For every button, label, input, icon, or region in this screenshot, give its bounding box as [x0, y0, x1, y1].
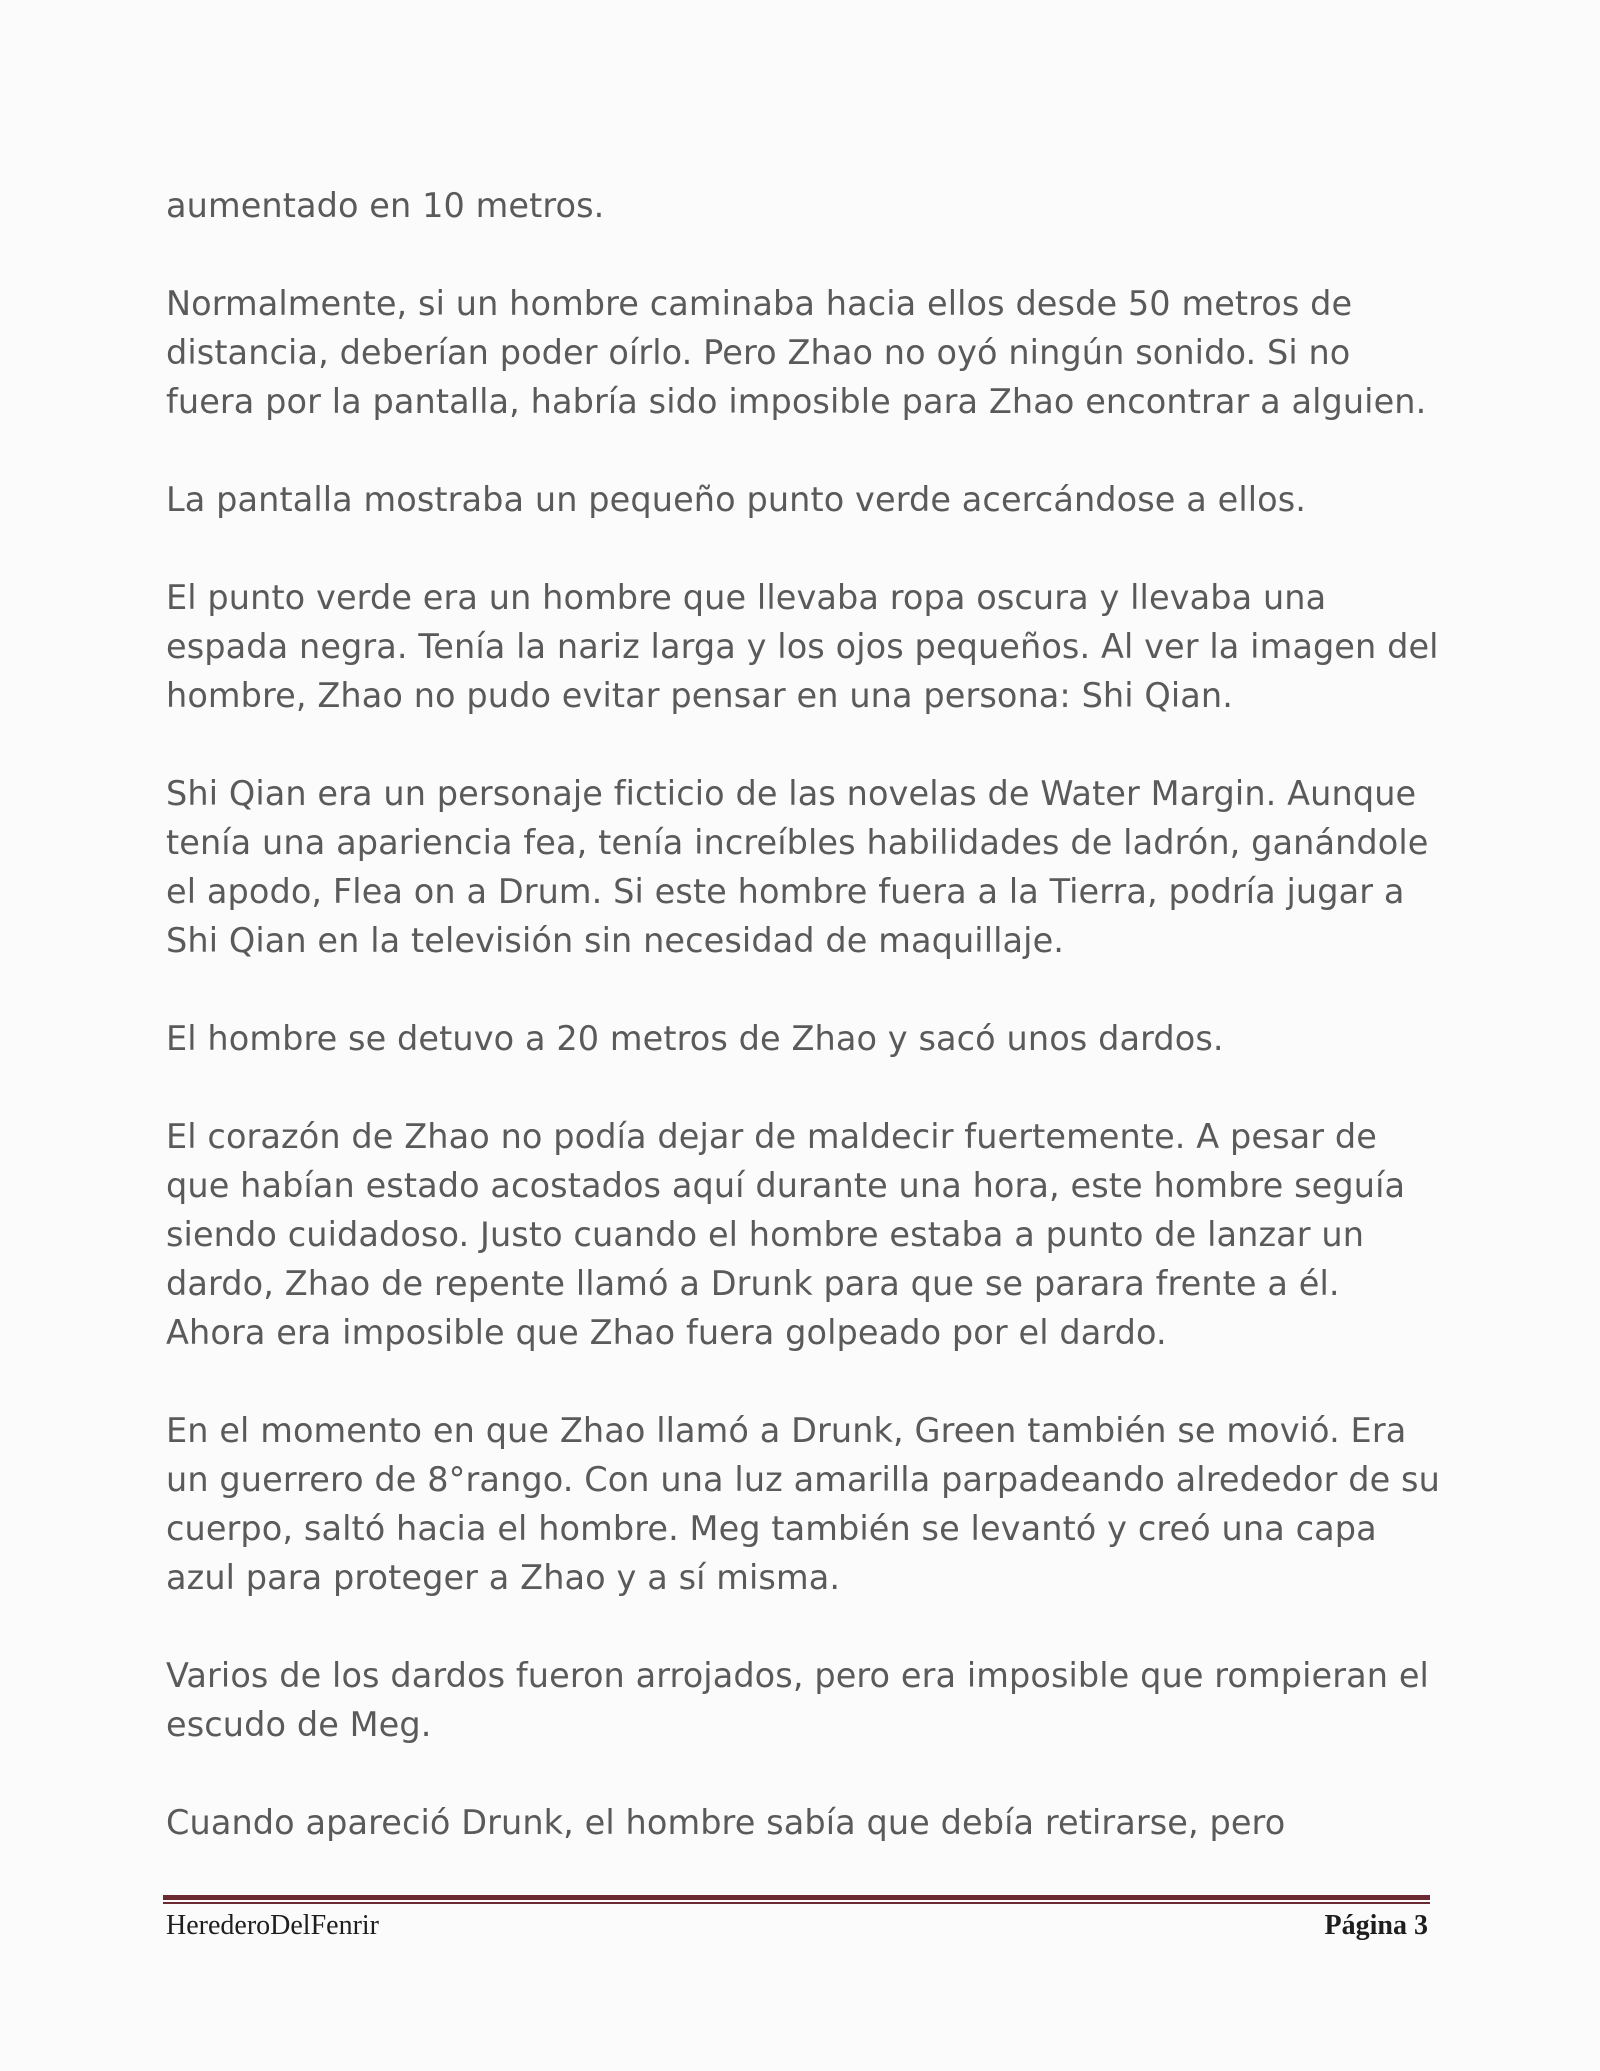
paragraph: La pantalla mostraba un pequeño punto verde acercándose a ellos.: [166, 480, 1307, 519]
page-footer: [166, 1910, 1428, 1942]
footer-author: HerederoDelFenrir: [166, 1910, 380, 1941]
paragraph: El punto verde era un hombre que llevaba ropa oscura y llevaba una espada negra. Tenía la nariz larga y los ojos pequeños. Al ver la imagen del hombre, Zhao no pudo evitar pensar en una persona: Shi Qian.: [166, 578, 1439, 715]
footer-divider: [163, 1895, 1430, 1904]
body-text: [166, 181, 1446, 1847]
paragraph: El corazón de Zhao no podía dejar de maldecir fuertemente. A pesar de que habían estado acostados aquí durante una hora, este hombre seguía siendo cuidadoso. Justo cuando el hombre estaba a punto de lanzar un dardo, Zhao de repente llamó a Drunk para que se parara frente a él. Ahora era imposible que Zhao fuera golpeado por el dardo.: [166, 1117, 1406, 1352]
footer-page-number: Página 3: [1324, 1910, 1428, 1941]
paragraph: aumentado en 10 metros.: [166, 186, 605, 225]
footer-divider-thick: [163, 1895, 1430, 1900]
paragraph: Varios de los dardos fueron arrojados, pero era imposible que rompieran el escudo de Meg.: [166, 1656, 1429, 1744]
paragraph: Shi Qian era un personaje ficticio de las novelas de Water Margin. Aunque tenía una apariencia fea, tenía increíbles habilidades de ladrón, ganándole el apodo, Flea on a Drum. Si este hombre fuera a la Tierra, podría jugar a Shi Qian en la televisión sin necesidad de maquillaje.: [166, 774, 1429, 960]
paragraph: El hombre se detuvo a 20 metros de Zhao y sacó unos dardos.: [166, 1019, 1224, 1058]
footer-divider-thin: [163, 1902, 1430, 1904]
paragraph: Normalmente, si un hombre caminaba hacia ellos desde 50 metros de distancia, deberían poder oírlo. Pero Zhao no oyó ningún sonido. Si no fuera por la pantalla, habría sido imposible para Zhao encontrar a alguien.: [166, 284, 1427, 421]
paragraph: Cuando apareció Drunk, el hombre sabía que debía retirarse, pero: [166, 1803, 1286, 1842]
paragraph: En el momento en que Zhao llamó a Drunk, Green también se movió. Era un guerrero de 8°rango. Con una luz amarilla parpadeando alrededor de su cuerpo, saltó hacia el hombre. Meg también se levantó y creó una capa azul para proteger a Zhao y a sí misma.: [166, 1411, 1440, 1597]
